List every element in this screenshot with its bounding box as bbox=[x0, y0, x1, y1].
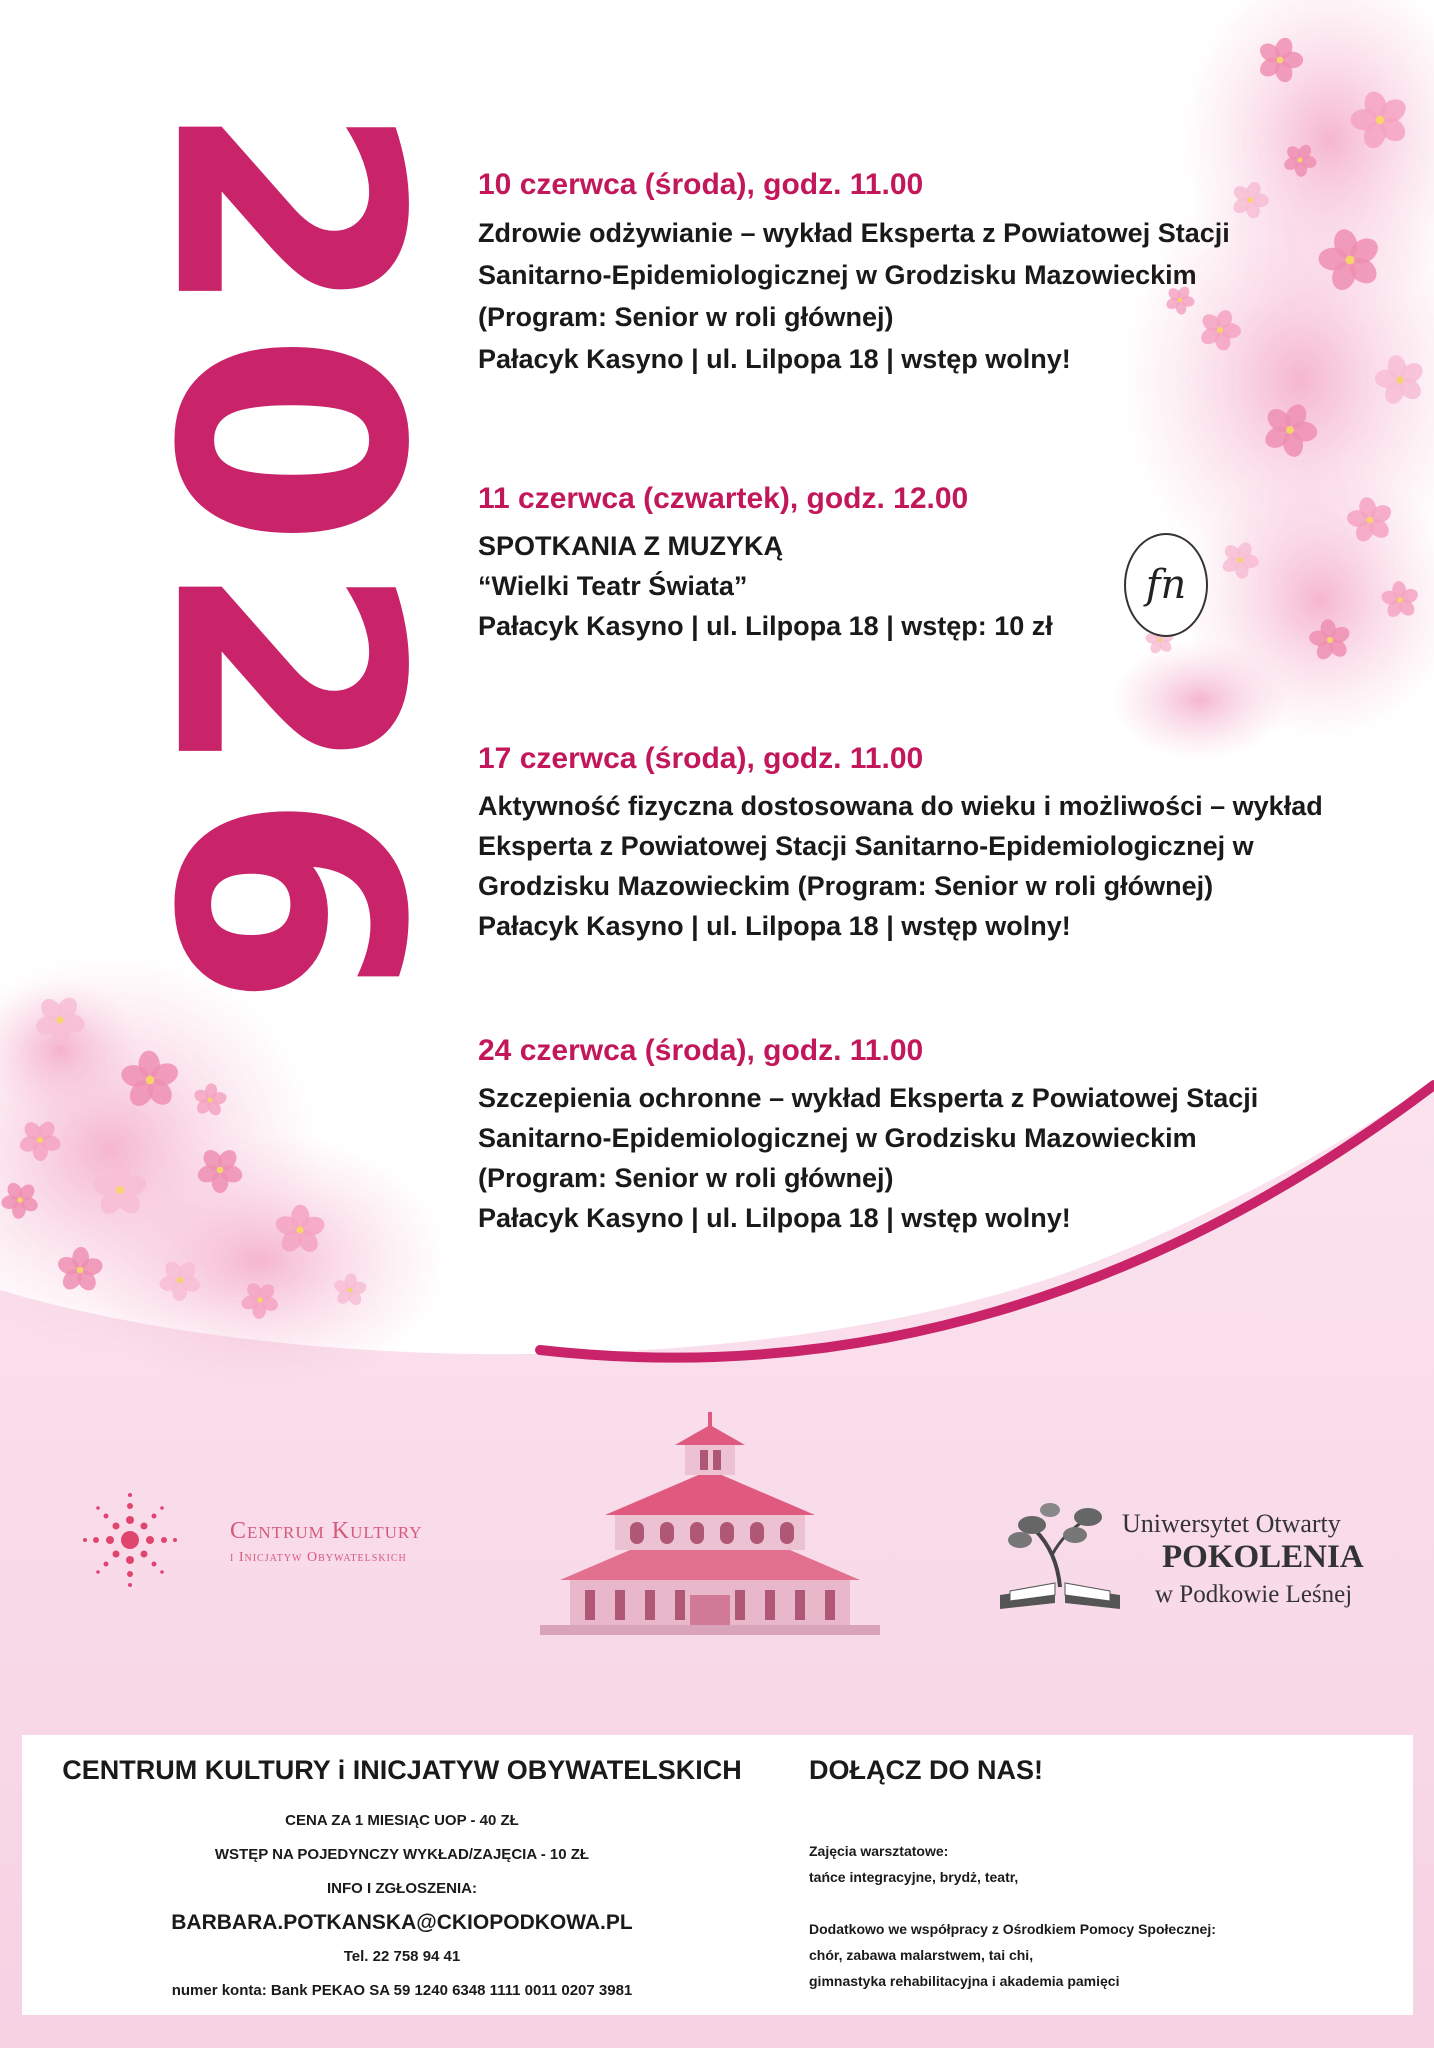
event-line: Grodzisku Mazowieckim (Program: Senior w roli głównej) bbox=[478, 871, 1214, 901]
centrum-kultury-logo bbox=[80, 1490, 510, 1600]
year-vertical bbox=[104, 102, 466, 1008]
workshops-label: Zajęcia warsztatowe: bbox=[809, 1843, 949, 1859]
extra-line-2: gimnastyka rehabilitacyjna i akademia pamięci bbox=[809, 1973, 1120, 1989]
event-line: Zdrowie odżywianie – wykład Eksperta z Powiatowej Stacji bbox=[478, 218, 1230, 248]
info-box bbox=[22, 1735, 1413, 2015]
uo-line-3: w Podkowie Leśnej bbox=[1155, 1581, 1353, 1608]
info-right-heading: DOŁĄCZ DO NAS! bbox=[809, 1755, 1043, 1785]
event-line: (Program: Senior w roli głównej) bbox=[478, 302, 894, 332]
building-illustration bbox=[530, 1400, 890, 1650]
info-left-column bbox=[22, 1755, 782, 2008]
extra-line-1: chór, zabawa malarstwem, tai chi, bbox=[809, 1947, 1034, 1963]
uo-line-1: Uniwersytet Otwarty bbox=[1122, 1509, 1341, 1538]
event-1 bbox=[478, 168, 1358, 380]
uniwersytet-otwarty-logo bbox=[990, 1495, 1390, 1625]
event-line: Pałacyk Kasyno | ul. Lilpopa 18 | wstęp wolny! bbox=[478, 344, 1071, 374]
event-line: Sanitarno-Epidemiologicznej w Grodzisku Mazowieckim bbox=[478, 260, 1197, 290]
event-line: “Wielki Teatr Świata” bbox=[478, 571, 748, 601]
event-line: Pałacyk Kasyno | ul. Lilpopa 18 | wstęp wolny! bbox=[478, 1203, 1071, 1233]
event-line: Pałacyk Kasyno | ul. Lilpopa 18 | wstęp: 10 zł bbox=[478, 611, 1053, 641]
centrum-kultury-subtitle: i Inicjatyw Obywatelskich bbox=[230, 1550, 407, 1565]
book-tree-icon bbox=[990, 1495, 1130, 1615]
info-label: INFO I ZGŁOSZENIA: bbox=[327, 1880, 477, 1897]
event-2 bbox=[478, 482, 1358, 646]
event-date: 24 czerwca (środa), godz. 11.00 bbox=[478, 1034, 924, 1067]
event-line: Sanitarno-Epidemiologicznej w Grodzisku Mazowieckim bbox=[478, 1123, 1197, 1153]
workshops-list: tańce integracyjne, brydż, teatr, bbox=[809, 1869, 1019, 1885]
year-digit: 2 bbox=[104, 562, 466, 778]
info-account: numer konta: Bank PEKAO SA 59 1240 6348 1111 0011 0207 3981 bbox=[171, 1982, 633, 1999]
event-line: Pałacyk Kasyno | ul. Lilpopa 18 | wstęp wolny! bbox=[478, 911, 1071, 941]
event-line: (Program: Senior w roli głównej) bbox=[478, 1163, 894, 1193]
event-date: 10 czerwca (środa), godz. 11.00 bbox=[478, 168, 924, 201]
event-date: 17 czerwca (środa), godz. 11.00 bbox=[478, 742, 924, 775]
fn-logo-text: fn bbox=[1145, 562, 1187, 608]
event-line: Szczepienia ochronne – wykład Eksperta z Powiatowej Stacji bbox=[478, 1083, 1259, 1113]
sunburst-icon bbox=[80, 1490, 180, 1590]
event-line: Eksperta z Powiatowej Stacji Sanitarno-Epidemiologicznej w bbox=[478, 831, 1254, 861]
info-right-column bbox=[809, 1755, 1409, 1994]
event-line: SPOTKANIA Z MUZYKĄ bbox=[478, 531, 783, 561]
info-single: WSTĘP NA POJEDYNCZY WYKŁAD/ZAJĘCIA - 10 ZŁ bbox=[214, 1846, 590, 1863]
year-digit: 0 bbox=[104, 332, 466, 548]
event-3 bbox=[478, 742, 1358, 946]
year-digit: 6 bbox=[104, 792, 466, 1008]
uo-line-2: POKOLENIA bbox=[1162, 1539, 1364, 1575]
event-line: Aktywność fizyczna dostosowana do wieku i możliwości – wykład bbox=[478, 791, 1323, 821]
info-email: BARBARA.POTKANSKA@CKIOPODKOWA.PL bbox=[171, 1911, 633, 1934]
event-4 bbox=[478, 1034, 1358, 1238]
event-date: 11 czerwca (czwartek), godz. 12.00 bbox=[478, 482, 969, 515]
info-price: CENA ZA 1 MIESIĄC UOP - 40 ZŁ bbox=[285, 1812, 519, 1829]
centrum-kultury-name: Centrum Kultury bbox=[230, 1518, 423, 1544]
extra-label: Dodatkowo we współpracy z Ośrodkiem Pomocy Społecznej: bbox=[809, 1921, 1216, 1937]
fn-logo bbox=[1124, 533, 1208, 637]
info-left-heading: CENTRUM KULTURY i INICJATYW OBYWATELSKICH bbox=[62, 1755, 742, 1785]
info-phone: Tel. 22 758 94 41 bbox=[343, 1948, 461, 1965]
year-digit: 2 bbox=[104, 102, 466, 318]
